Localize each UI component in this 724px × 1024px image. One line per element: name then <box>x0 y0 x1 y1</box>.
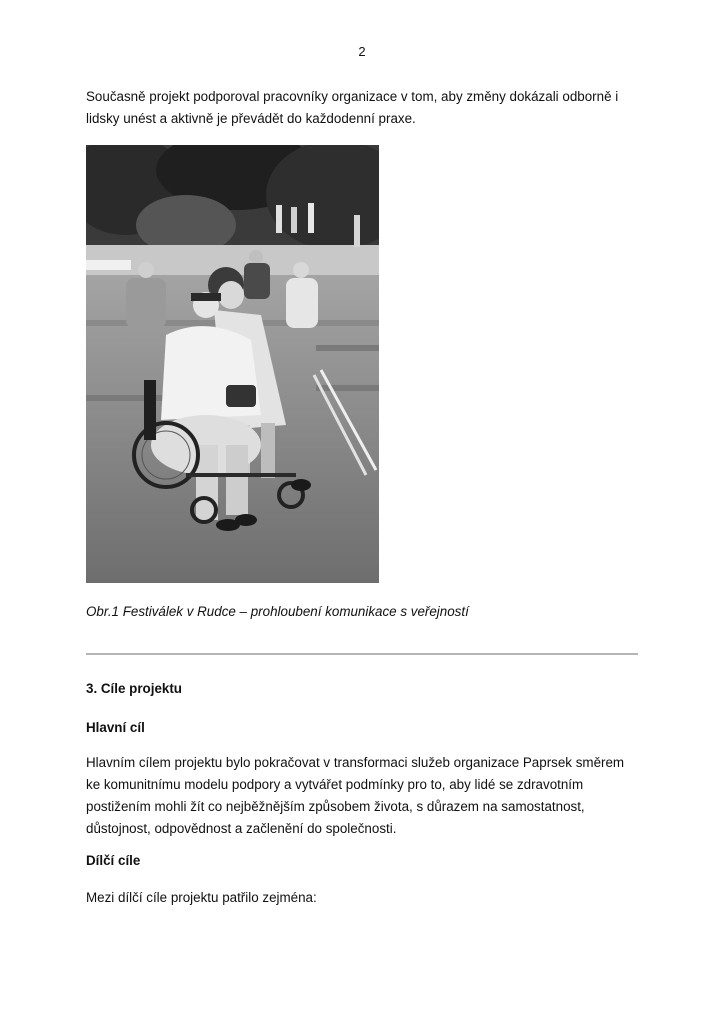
page-number: 2 <box>358 44 366 59</box>
sub-goals-intro: Mezi dílčí cíle projektu patřilo zejména: <box>86 890 317 905</box>
festival-photo <box>86 145 379 583</box>
main-goal-heading: Hlavní cíl <box>86 720 145 735</box>
main-goal-text: Hlavním cílem projektu bylo pokračovat v transformaci služeb organizace Paprsek směrem ke komunitnímu modelu podpory a vytvářet podmínky pro to, aby lidé se zdravotním postižením mohli žít co nejběžnějším způsobem života, s důrazem na samostatnost, důstojnost, odpovědnost a začlenění do společnosti. <box>86 755 625 836</box>
intro-paragraph: Současně projekt podporoval pracovníky organizace v tom, aby změny dokázali odborně i lidsky unést a aktivně je převádět do každodenní praxe. <box>86 89 619 126</box>
section-divider <box>86 653 638 655</box>
figure-caption: Obr.1 Festiválek v Rudce – prohloubení komunikace s veřejností <box>86 604 469 619</box>
sub-goals-heading: Dílčí cíle <box>86 853 141 868</box>
section-title: 3. Cíle projektu <box>86 681 182 696</box>
